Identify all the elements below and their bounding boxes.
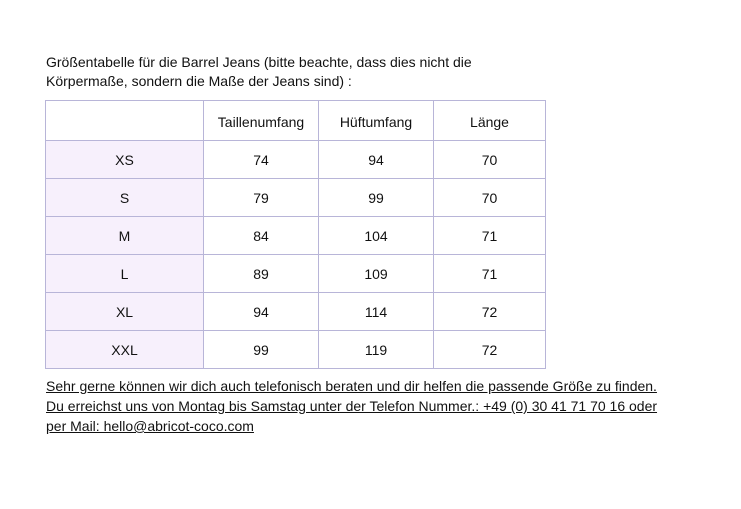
table-row	[46, 141, 546, 179]
size-chart-table	[45, 100, 546, 369]
intro-text	[46, 53, 546, 91]
size-label-cell: M	[46, 217, 204, 255]
header-cell-waist: Taillenumfang	[204, 101, 319, 141]
length-cell: 71	[434, 255, 546, 293]
size-label-cell: L	[46, 255, 204, 293]
hip-cell: 99	[319, 179, 434, 217]
table-row	[46, 179, 546, 217]
length-cell: 70	[434, 179, 546, 217]
size-label-cell: XXL	[46, 331, 204, 369]
header-cell-hip: Hüftumfang	[319, 101, 434, 141]
header-cell-length: Länge	[434, 101, 546, 141]
table-row	[46, 217, 546, 255]
size-label-cell: XS	[46, 141, 204, 179]
contact-line-2: Du erreichst uns von Montag bis Samstag unter der Telefon Nummer.: +49 (0) 30 41 71 70 16 oder	[46, 398, 658, 414]
hip-cell: 104	[319, 217, 434, 255]
contact-line-1: Sehr gerne können wir dich auch telefonisch beraten und dir helfen die passende Größe zu finden.	[46, 378, 657, 394]
table-row	[46, 255, 546, 293]
size-label-cell: S	[46, 179, 204, 217]
table-header-row	[46, 101, 546, 141]
length-cell: 72	[434, 293, 546, 331]
waist-cell: 84	[204, 217, 319, 255]
size-label-cell: XL	[46, 293, 204, 331]
hip-cell: 109	[319, 255, 434, 293]
table-row	[46, 293, 546, 331]
table-row	[46, 331, 546, 369]
length-cell: 72	[434, 331, 546, 369]
header-cell-size	[46, 101, 204, 141]
intro-line-1: Größentabelle für die Barrel Jeans (bitte beachte, dass dies nicht die	[46, 54, 472, 70]
contact-line-3: per Mail: hello@abricot-coco.com	[46, 418, 254, 434]
length-cell: 71	[434, 217, 546, 255]
waist-cell: 99	[204, 331, 319, 369]
length-cell: 70	[434, 141, 546, 179]
waist-cell: 74	[204, 141, 319, 179]
waist-cell: 79	[204, 179, 319, 217]
intro-line-2: Körpermaße, sondern die Maße der Jeans sind) :	[46, 73, 352, 89]
contact-text	[46, 376, 726, 436]
hip-cell: 114	[319, 293, 434, 331]
waist-cell: 94	[204, 293, 319, 331]
waist-cell: 89	[204, 255, 319, 293]
hip-cell: 119	[319, 331, 434, 369]
hip-cell: 94	[319, 141, 434, 179]
